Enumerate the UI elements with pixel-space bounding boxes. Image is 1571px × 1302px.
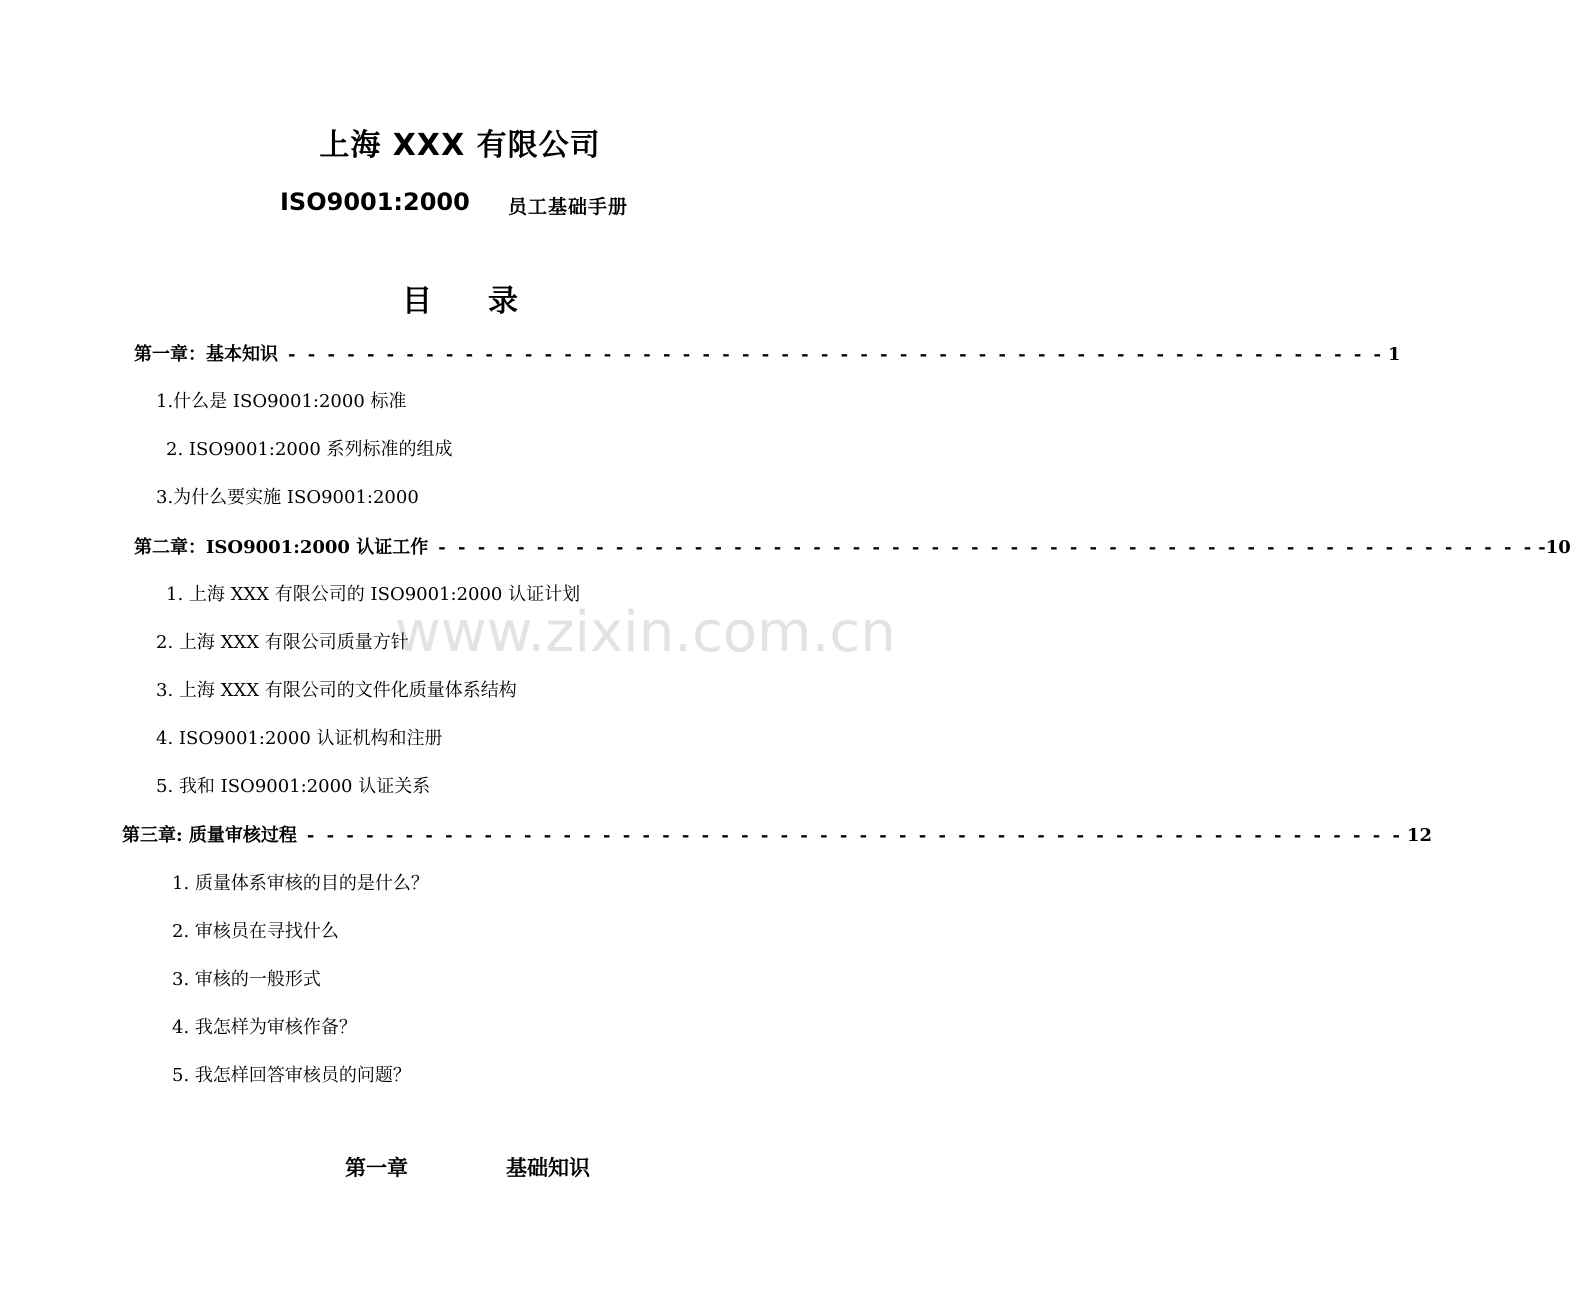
toc-item: 1. 质量体系审核的目的是什么？ (172, 873, 429, 894)
toc-leader: - - - - - - - - - - - - - - - - - - - - - - - - - - - - - - - - - - - - - - - - - - - - - - - - - - - - - - - - (438, 537, 1535, 558)
toc-item: 3.为什么要实施 ISO9001:2000 (156, 487, 419, 508)
toc-item: 4. ISO9001:2000 认证机构和注册 (156, 728, 443, 749)
section-chapter-number: 第一章 (345, 1156, 408, 1180)
toc-item: 2. 上海 XXX 有限公司质量方针 (156, 632, 409, 653)
manual-name: 员工基础手册 (508, 196, 629, 218)
toc-chapter-label: 第二章：ISO9001:2000 认证工作 (134, 537, 429, 558)
toc-item: 2. 审核员在寻找什么 (172, 921, 339, 942)
toc-item: 1. 上海 XXX 有限公司的 ISO9001:2000 认证计划 (166, 584, 581, 605)
toc-item: 5. 我和 ISO9001:2000 认证关系 (156, 776, 431, 797)
toc-heading-char-2: 录 (488, 284, 518, 319)
toc-page-number: 1 (1388, 344, 1401, 365)
toc-leader: - - - - - - - - - - - - - - - - - - - - - - - - - - - - - - - - - - - - - - - - - - - - - - - - - - - - - - - - (306, 825, 1403, 846)
toc-item: 1.什么是 ISO9001:2000 标准 (156, 391, 407, 412)
company-title: 上海 XXX 有限公司 (319, 128, 601, 163)
toc-heading-char-1: 目 (402, 284, 432, 319)
toc-item: 5. 我怎样回答审核员的问题？ (172, 1065, 411, 1086)
toc-chapter-label: 第三章: 质量审核过程 (122, 825, 297, 846)
toc-item: 3. 上海 XXX 有限公司的文件化质量体系结构 (156, 680, 517, 701)
toc-chapter-2 (134, 533, 1571, 559)
toc-page-number: 12 (1406, 825, 1433, 846)
toc-item: 2. ISO9001:2000 系列标准的组成 (166, 439, 453, 460)
toc-chapter-1 (134, 340, 1401, 366)
toc-heading (0, 276, 920, 320)
toc-leader: - - - - - - - - - - - - - - - - - - - - - - - - - - - - - - - - - - - - - - - - - - - - - - - - - - - - - - - - (288, 344, 1385, 365)
section-title: 基础知识 (506, 1156, 590, 1180)
toc-chapter-label: 第一章：基本知识 (134, 344, 278, 365)
standard-code: ISO9001:2000 (280, 188, 470, 216)
watermark: www.zixin.com.cn (395, 600, 896, 665)
toc-page-number: -10 (1538, 537, 1571, 558)
toc-chapter-3 (122, 821, 1433, 847)
toc-item: 3. 审核的一般形式 (172, 969, 321, 990)
toc-item: 4. 我怎样为审核作备？ (172, 1017, 357, 1038)
